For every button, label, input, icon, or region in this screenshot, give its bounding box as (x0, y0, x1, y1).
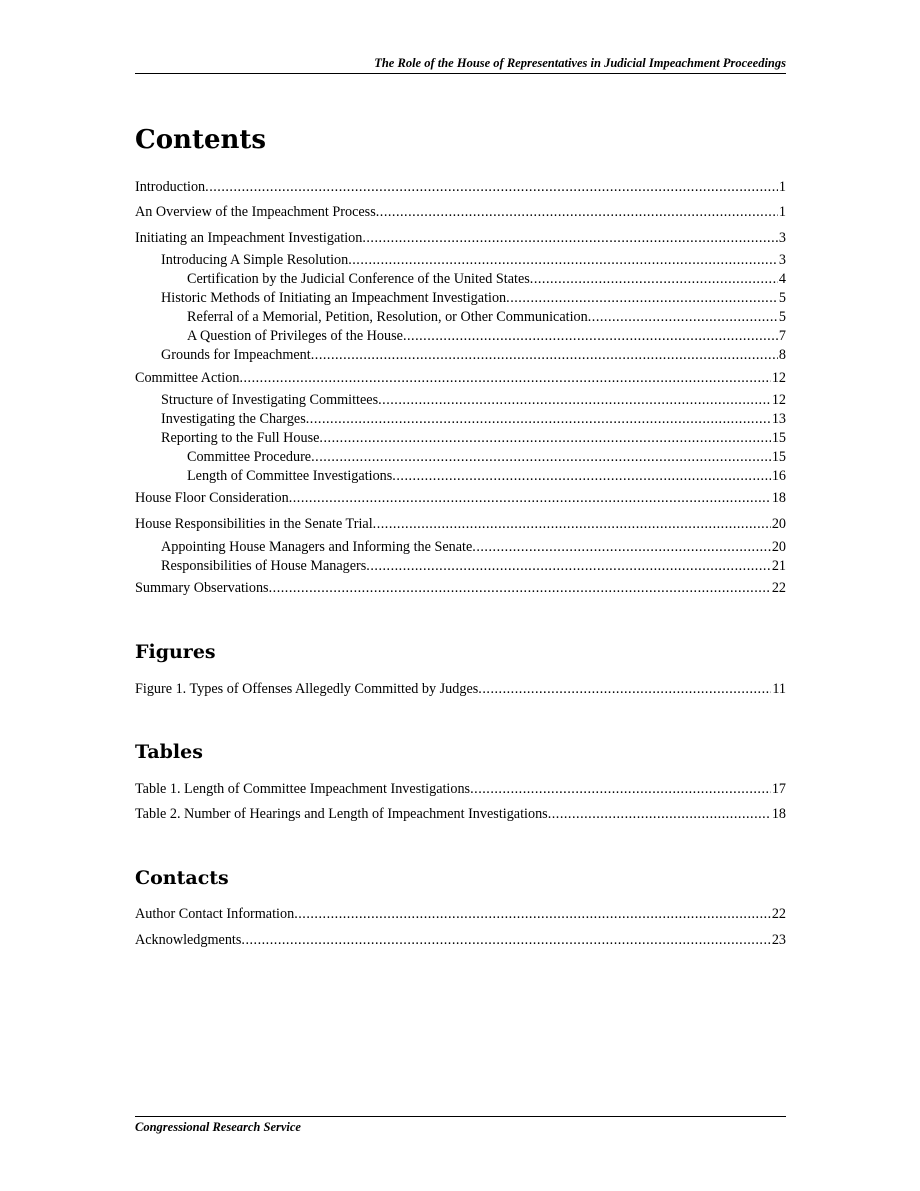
toc-entry-page: 3 (778, 252, 786, 268)
contact-entry-author[interactable] (135, 905, 786, 923)
dot-leader (239, 369, 770, 387)
toc-entry-page: 16 (771, 468, 786, 484)
toc-entry-title: Structure of Investigating Committees (161, 392, 379, 408)
toc-entry-title: Appointing House Managers and Informing the Senate (161, 539, 473, 555)
toc-entry-simple-resolution[interactable] (161, 251, 786, 269)
toc-entry-page: 4 (778, 271, 786, 287)
toc-entry-grounds[interactable] (161, 346, 786, 364)
toc-entry-reporting[interactable] (161, 429, 786, 447)
toc-entry-title: An Overview of the Impeachment Process (135, 204, 376, 220)
contact-entry-page: 23 (771, 932, 786, 948)
toc-entry-title: Length of Committee Investigations (187, 468, 393, 484)
toc-entry-title: Referral of a Memorial, Petition, Resolution, or Other Communication (187, 309, 588, 325)
figure-entry-page: 11 (772, 681, 786, 697)
toc-entry-page: 5 (778, 309, 786, 325)
toc-entry-title: Responsibilities of House Managers (161, 558, 367, 574)
toc-entry-page: 13 (771, 411, 786, 427)
figures-heading: Figures (135, 641, 216, 663)
dot-leader (378, 391, 771, 409)
toc-entry-page: 22 (771, 580, 786, 596)
toc-entry-certification[interactable] (187, 270, 786, 288)
dot-leader (306, 410, 771, 428)
dot-leader (269, 579, 771, 597)
toc-entry-introduction[interactable] (135, 178, 786, 196)
dot-leader (588, 308, 778, 326)
table-entry-title: Table 1. Length of Committee Impeachment Investigations (135, 781, 471, 797)
toc-entry-page: 21 (771, 558, 786, 574)
toc-entry-page: 20 (771, 539, 786, 555)
dot-leader (548, 805, 771, 823)
toc-entry-title: Grounds for Impeachment (161, 347, 311, 363)
toc-entry-title: Reporting to the Full House (161, 430, 320, 446)
figure-entry-1[interactable] (135, 680, 786, 698)
table-entry-page: 17 (771, 781, 786, 797)
dot-leader (472, 538, 771, 556)
toc-entry-title: Introducing A Simple Resolution (161, 252, 349, 268)
dot-leader (319, 429, 770, 447)
dot-leader (205, 178, 778, 196)
toc-entry-title: House Floor Consideration (135, 490, 289, 506)
toc-entry-title: House Responsibilities in the Senate Trial (135, 516, 373, 532)
toc-entry-floor-consideration[interactable] (135, 489, 786, 507)
toc-entry-committee-procedure[interactable] (187, 448, 786, 466)
toc-entry-title: Committee Procedure (187, 449, 312, 465)
dot-leader (376, 203, 778, 221)
toc-entry-manager-responsibilities[interactable] (161, 557, 786, 575)
table-entry-title: Table 2. Number of Hearings and Length of Impeachment Investigations (135, 806, 548, 822)
dot-leader (311, 448, 771, 466)
toc-entry-structure[interactable] (161, 391, 786, 409)
contact-entry-title: Author Contact Information (135, 906, 295, 922)
toc-entry-page: 1 (778, 179, 786, 195)
toc-entry-investigating[interactable] (161, 410, 786, 428)
toc-entry-referral[interactable] (187, 308, 786, 326)
dot-leader (392, 467, 771, 485)
toc-entry-page: 7 (778, 328, 786, 344)
toc-entry-title: Introduction (135, 179, 206, 195)
toc-entry-page: 1 (778, 204, 786, 220)
toc-entry-overview[interactable] (135, 203, 786, 221)
toc-entry-page: 12 (771, 392, 786, 408)
table-entry-1[interactable] (135, 780, 786, 798)
dot-leader (294, 905, 771, 923)
contact-entry-acknowledgments[interactable] (135, 931, 786, 949)
toc-entry-page: 15 (771, 449, 786, 465)
toc-entry-question-of-privileges[interactable] (187, 327, 786, 345)
document-page (135, 0, 786, 1191)
contact-entry-title: Acknowledgments (135, 932, 242, 948)
dot-leader (506, 289, 778, 307)
dot-leader (373, 515, 771, 533)
toc-entry-committee-action[interactable] (135, 369, 786, 387)
toc-entry-title: Initiating an Impeachment Investigation (135, 230, 363, 246)
toc-entry-title: Investigating the Charges (161, 411, 306, 427)
toc-entry-title: Historic Methods of Initiating an Impeachment Investigation (161, 290, 507, 306)
toc-entry-page: 5 (778, 290, 786, 306)
toc-entry-title: Summary Observations (135, 580, 269, 596)
dot-leader (362, 229, 778, 247)
dot-leader (241, 931, 770, 949)
page-footer: Congressional Research Service (135, 1116, 786, 1135)
dot-leader (289, 489, 771, 507)
toc-entry-title: Certification by the Judicial Conference of the United States (187, 271, 530, 287)
running-header: The Role of the House of Representatives in Judicial Impeachment Proceedings (135, 56, 786, 74)
dot-leader (403, 327, 778, 345)
dot-leader (311, 346, 778, 364)
toc-entry-page: 3 (778, 230, 786, 246)
figure-entry-title: Figure 1. Types of Offenses Allegedly Committed by Judges (135, 681, 479, 697)
dot-leader (530, 270, 778, 288)
dot-leader (470, 780, 771, 798)
table-entry-page: 18 (771, 806, 786, 822)
toc-entry-page: 20 (771, 516, 786, 532)
toc-entry-summary[interactable] (135, 579, 786, 597)
toc-entry-initiating[interactable] (135, 229, 786, 247)
toc-entry-senate-trial[interactable] (135, 515, 786, 533)
toc-entry-title: Committee Action (135, 370, 240, 386)
toc-entry-page: 8 (778, 347, 786, 363)
table-entry-2[interactable] (135, 805, 786, 823)
toc-entry-page: 12 (771, 370, 786, 386)
contents-heading: Contents (135, 125, 267, 155)
toc-entry-appointing-managers[interactable] (161, 538, 786, 556)
contacts-heading: Contacts (135, 867, 229, 889)
toc-entry-historic-methods[interactable] (161, 289, 786, 307)
dot-leader (366, 557, 771, 575)
toc-entry-page: 18 (771, 490, 786, 506)
dot-leader (478, 680, 771, 698)
toc-entry-page: 15 (771, 430, 786, 446)
toc-entry-title: A Question of Privileges of the House (187, 328, 403, 344)
contact-entry-page: 22 (771, 906, 786, 922)
tables-heading: Tables (135, 741, 203, 763)
dot-leader (348, 251, 778, 269)
toc-entry-length-investigations[interactable] (187, 467, 786, 485)
